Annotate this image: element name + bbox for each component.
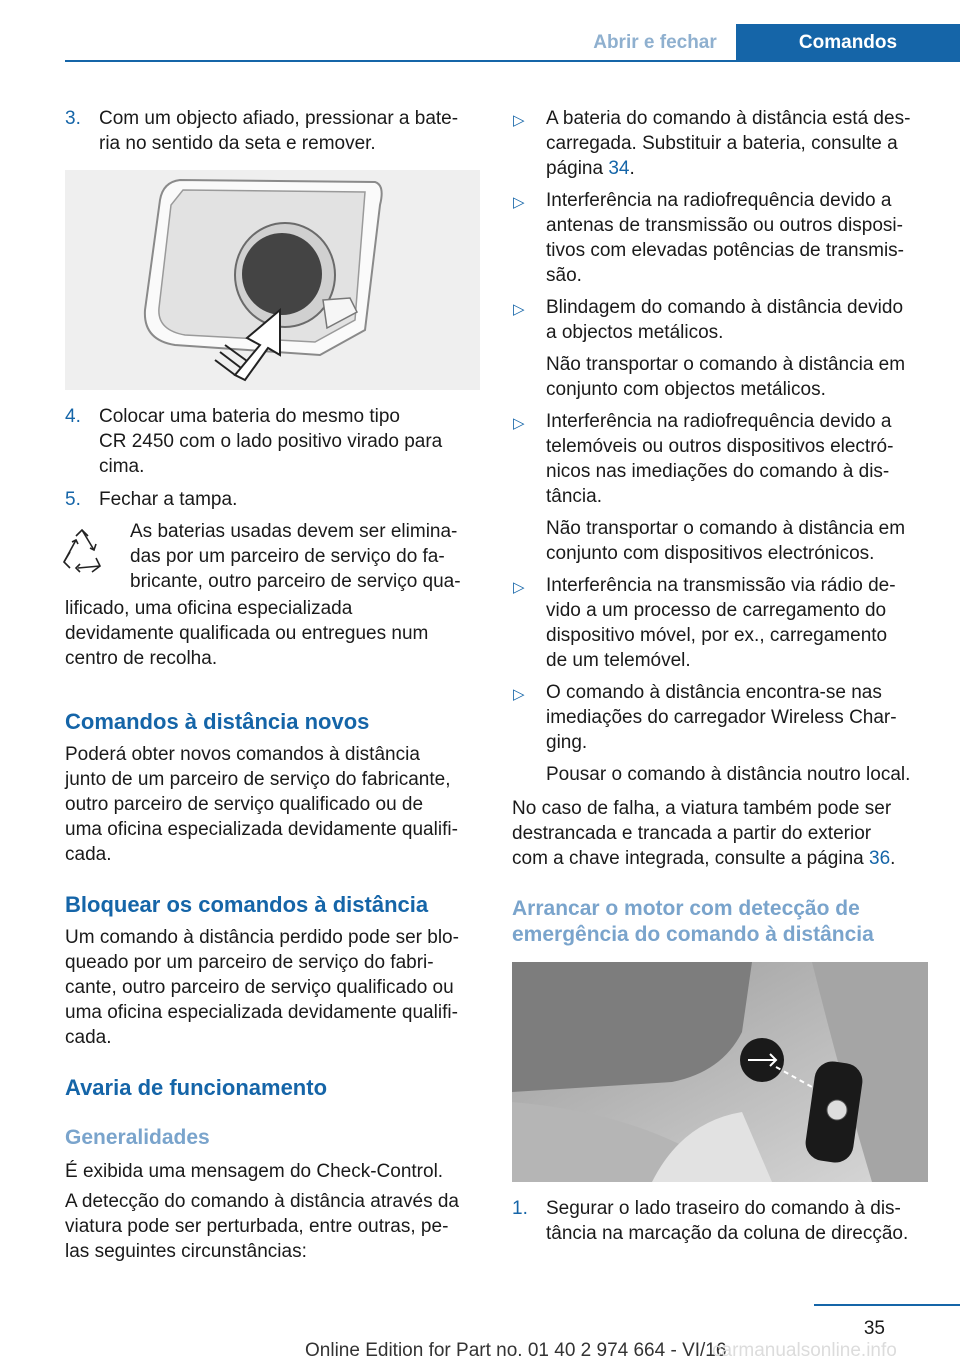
text-fragment: .	[629, 158, 635, 179]
step-5-text: Fechar a tampa.	[99, 489, 238, 510]
bullet-text	[546, 188, 904, 288]
recycle-note-line: As baterias usadas devem ser elimina-	[130, 521, 458, 542]
text-line: Interferência na transmissão via rádio de-	[546, 575, 896, 596]
recycle-note-line: centro de recolha.	[65, 648, 218, 669]
footer-edition: Online Edition for Part no. 01 40 2 974 664 - VI/16	[305, 1340, 727, 1361]
text-line: Interferência na radiofrequência devido a	[546, 190, 892, 211]
step-number: 1.	[512, 1198, 528, 1219]
text-line: Colocar uma bateria do mesmo tipo	[99, 406, 400, 427]
steering-column-illustration	[512, 962, 928, 1182]
text-line: carregada. Substituir a bateria, consulte a	[546, 133, 898, 154]
text-line: A bateria do comando à distância está des-	[546, 108, 911, 129]
text-line: são.	[546, 265, 582, 286]
step-4-text	[99, 404, 442, 479]
step-1-text	[546, 1196, 908, 1246]
text-fragment: página	[546, 158, 609, 179]
text-line: de um telemóvel.	[546, 650, 691, 671]
heading-emergency-start	[512, 896, 874, 948]
text-line: ria no sentido da seta e remover.	[99, 133, 376, 154]
bullet-note	[546, 516, 905, 566]
recycle-note-line: bricante, outro parceiro de serviço qua-	[130, 571, 461, 592]
general-text: É exibida uma mensagem do Check-Control.	[65, 1161, 444, 1182]
text-line: tância.	[546, 486, 602, 507]
bullet-text	[546, 409, 893, 509]
recycle-note-line: devidamente qualificada ou entregues num	[65, 623, 429, 644]
recycle-icon	[62, 528, 102, 578]
bullet-note: Pousar o comando à distância noutro local.	[546, 764, 911, 785]
text-line: queado por um parceiro de serviço do fabri-	[65, 952, 434, 973]
page-link[interactable]: 36	[869, 848, 891, 869]
text-line: Arrancar o motor com detecção de	[512, 897, 860, 920]
text-line: cada.	[65, 844, 112, 865]
text-line: Com um objecto afiado, pressionar a bate-	[99, 108, 459, 129]
text-line: Poderá obter novos comandos à distância	[65, 744, 420, 765]
text-line: emergência do comando à distância	[512, 923, 874, 946]
text-line	[546, 156, 910, 181]
text-line: imediações do carregador Wireless Char-	[546, 707, 897, 728]
text-line: conjunto com dispositivos electrónicos.	[546, 543, 875, 564]
text-line: vido a um processo de carregamento do	[546, 600, 887, 621]
heading-general: Generalidades	[65, 1126, 210, 1149]
text-line: conjunto com objectos metálicos.	[546, 379, 826, 400]
text-line: CR 2450 com o lado positivo virado para	[99, 431, 443, 452]
step-3-text	[99, 106, 458, 156]
text-line: Blindagem do comando à distância devido	[546, 297, 904, 318]
text-line: dispositivo móvel, por ex., carregamento	[546, 625, 888, 646]
text-line: ging.	[546, 732, 588, 753]
recycle-note-line: lificado, uma oficina especializada	[65, 598, 353, 619]
bullet-triangle-icon: ▷	[513, 579, 525, 596]
text-line: Interferência na radiofrequência devido a	[546, 411, 892, 432]
text-line: nicos nas imediações do comando à dis-	[546, 461, 890, 482]
bullet-text	[546, 106, 910, 181]
recycle-note-line: das por um parceiro de serviço do fa-	[130, 546, 445, 567]
general-text-2	[65, 1189, 459, 1264]
bullet-text	[546, 573, 896, 673]
text-line: Não transportar o comando à distância em	[546, 518, 906, 539]
text-line: viatura pode ser perturbada, entre outras, pe-	[65, 1216, 449, 1237]
text-line: A detecção do comando à distância através da	[65, 1191, 459, 1212]
text-line: outro parceiro de serviço qualificado ou de	[65, 794, 424, 815]
header-rule	[65, 60, 960, 62]
block-remotes-text	[65, 925, 459, 1050]
text-line	[512, 846, 895, 871]
heading-block-remotes: Bloquear os comandos à distância	[65, 892, 429, 917]
text-line: junto de um parceiro de serviço do fabricante,	[65, 769, 451, 790]
bullet-text	[546, 295, 903, 345]
text-line: telemóveis ou outros dispositivos electró-	[546, 436, 894, 457]
heading-malfunction: Avaria de funcionamento	[65, 1075, 328, 1100]
text-line: No caso de falha, a viatura também pode ser	[512, 798, 892, 819]
text-line: uma oficina especializada devidamente qualifi-	[65, 819, 458, 840]
bullet-triangle-icon: ▷	[513, 301, 525, 318]
text-line: cada.	[65, 1027, 112, 1048]
text-line: cima.	[99, 456, 145, 477]
bullet-text	[546, 680, 897, 755]
text-line: tância na marcação da coluna de direcção.	[546, 1223, 909, 1244]
step-number: 4.	[65, 406, 81, 427]
text-line: Não transportar o comando à distância em	[546, 354, 906, 375]
heading-new-remotes: Comandos à distância novos	[65, 709, 370, 734]
text-line: antenas de transmissão ou outros disposi-	[546, 215, 903, 236]
watermark: carmanualsonline.info	[712, 1340, 897, 1361]
text-line: uma oficina especializada devidamente qualifi-	[65, 1002, 458, 1023]
header-section-tab[interactable]: Abrir e fechar	[593, 32, 717, 53]
bullet-triangle-icon: ▷	[513, 686, 525, 703]
text-line: las seguintes circunstâncias:	[65, 1241, 307, 1262]
page-number: 35	[863, 1318, 885, 1339]
footer-rule	[814, 1304, 960, 1306]
step-number: 3.	[65, 108, 81, 129]
text-line: tivos com elevadas potências de transmis-	[546, 240, 904, 261]
text-line: cante, outro parceiro de serviço qualificado ou	[65, 977, 454, 998]
text-line: Segurar o lado traseiro do comando à dis-	[546, 1198, 901, 1219]
bullet-triangle-icon: ▷	[513, 112, 525, 129]
header-chapter-tab[interactable]: Comandos	[736, 24, 960, 62]
key-battery-illustration	[65, 170, 480, 390]
failure-text	[512, 796, 895, 871]
text-fragment: .	[890, 848, 896, 869]
bullet-triangle-icon: ▷	[513, 194, 525, 211]
bullet-note	[546, 352, 905, 402]
text-line: O comando à distância encontra-se nas	[546, 682, 882, 703]
text-line: Um comando à distância perdido pode ser blo-	[65, 927, 459, 948]
text-line: destrancada e trancada a partir do exterior	[512, 823, 872, 844]
text-line: a objectos metálicos.	[546, 322, 724, 343]
new-remotes-text	[65, 742, 458, 867]
page-link[interactable]: 34	[608, 158, 630, 179]
step-number: 5.	[65, 489, 81, 510]
text-fragment: com a chave integrada, consulte a página	[512, 848, 870, 869]
bullet-triangle-icon: ▷	[513, 415, 525, 432]
